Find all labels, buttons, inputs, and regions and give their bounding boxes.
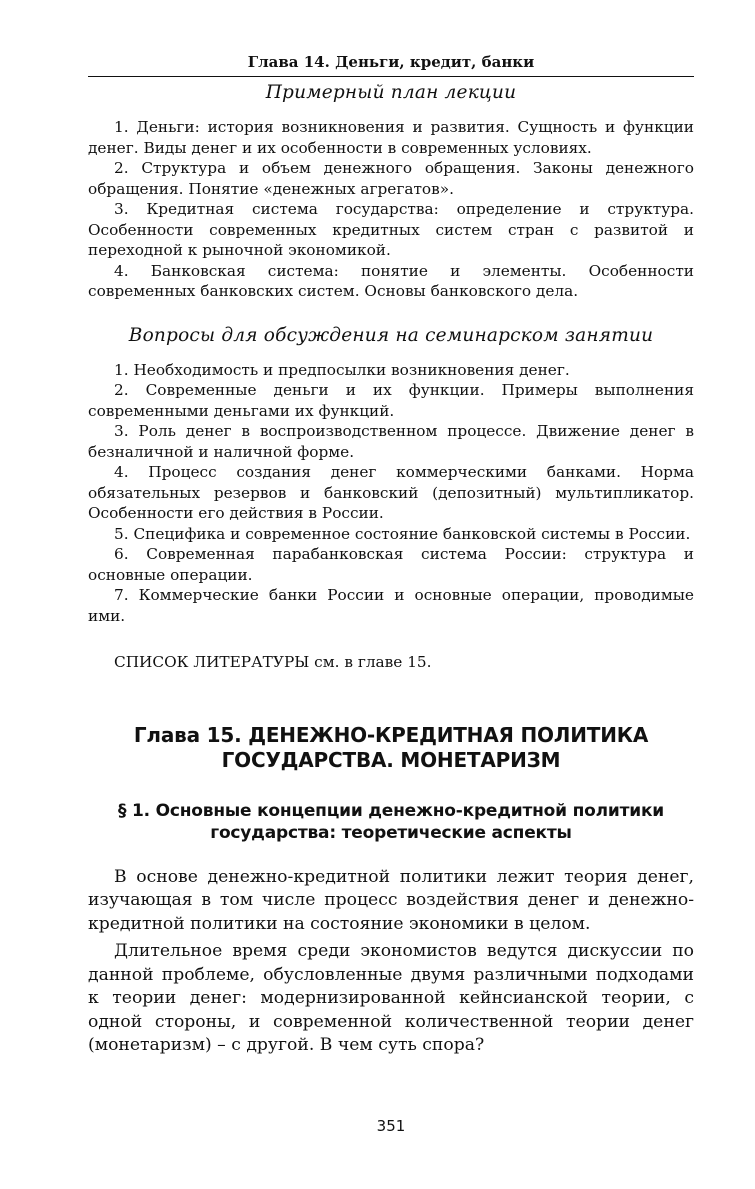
seminar-questions-list [88, 360, 694, 627]
list-item: 2. Современные деньги и их функции. Примеры выполнения современными деньгами их функций. [88, 381, 694, 420]
list-item: 1. Деньги: история возникновения и развития. Сущность и функции денег. Виды денег и их особенности в современных условиях. [88, 118, 694, 157]
list-item: 2. Структура и объем денежного обращения. Законы денежного обращения. Понятие «денежных агрегатов». [88, 159, 694, 198]
body-paragraph: В основе денежно-кредитной политики лежит теория денег, изучающая в том числе процесс воздействия денег и денежно-кредитной политики на состояние экономики в целом. [88, 866, 694, 934]
list-item: 4. Банковская система: понятие и элементы. Особенности современных банковских систем. Основы банковского дела. [88, 261, 694, 300]
list-item: 5. Специфика и современное состояние банковской системы в России. [114, 524, 691, 543]
seminar-questions-title: Вопросы для обсуждения на семинарском занятии [128, 324, 654, 346]
chapter-title-line: ГОСУДАРСТВА. МОНЕТАРИЗМ [221, 747, 561, 772]
header-rule [88, 76, 694, 77]
chapter-title [88, 723, 694, 773]
literature-rest: см. в главе 15. [309, 653, 432, 671]
list-item: 3. Кредитная система государства: определение и структура. Особенности современных кредитных систем стран с развитой и переходной к рыночной экономикой. [88, 200, 694, 259]
lecture-plan-list [88, 117, 694, 302]
list-item: 6. Современная парабанковская система России: структура и основные операции. [88, 545, 694, 584]
list-item: 3. Роль денег в воспроизводственном процессе. Движение денег в безналичной и наличной форме. [88, 422, 694, 461]
page-number: 351 [376, 1117, 406, 1135]
running-head: Глава 14. Деньги, кредит, банки [247, 53, 535, 71]
body-text [88, 866, 694, 1058]
list-item: 4. Процесс создания денег коммерческими банками. Норма обязательных резервов и банковский (депозитный) мультипликатор. Особенности его действия в России. [88, 463, 694, 522]
section-title [88, 800, 694, 844]
literature-reference [88, 652, 694, 673]
list-item: 1. Необходимость и предпосылки возникновения денег. [114, 360, 570, 379]
body-paragraph: Длительное время среди экономистов ведутся дискуссии по данной проблеме, обусловленные двумя различными подходами к теории денег: модернизированной кейнсианской теории, с одной стороны, и современной количественной теории денег (монетаризм) – с другой. В чем суть спора? [88, 941, 694, 1055]
section-title-line: государства: теоретические аспекты [210, 822, 572, 843]
list-item: 7. Коммерческие банки России и основные операции, проводимые ими. [88, 586, 694, 625]
section-title-line: § 1. Основные концепции денежно-кредитной политики [117, 800, 664, 821]
lecture-plan-title: Примерный план лекции [265, 82, 517, 103]
book-page [88, 44, 694, 1154]
literature-caps: СПИСОК ЛИТЕРАТУРЫ [114, 653, 310, 671]
chapter-title-line: Глава 15. ДЕНЕЖНО-КРЕДИТНАЯ ПОЛИТИКА [133, 722, 649, 747]
